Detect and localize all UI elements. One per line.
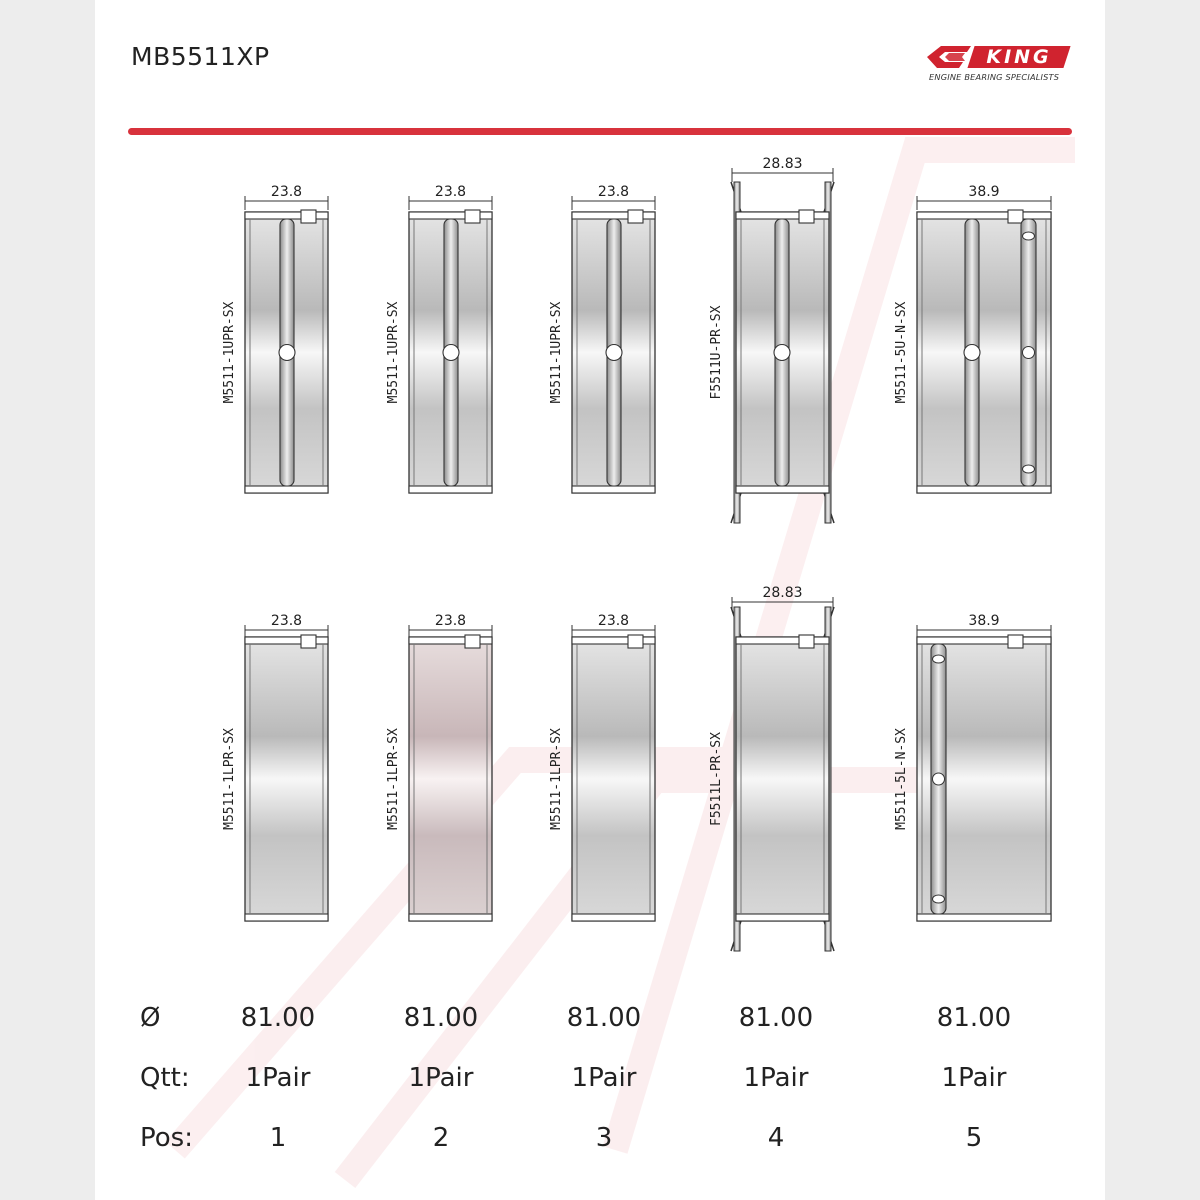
diameter-label: Ø — [140, 1003, 161, 1033]
diameter-value-1: 81.00 — [240, 1003, 316, 1033]
shell-bottom-edge — [736, 914, 829, 921]
bearing-width-label: 28.83 — [762, 156, 803, 172]
slot-hole-top — [933, 655, 945, 663]
position-value-1: 1 — [269, 1123, 287, 1153]
shell-bottom-edge — [917, 914, 1051, 921]
bearing-part-number: M5511-1UPR-SX — [386, 301, 401, 404]
shell-top-edge — [736, 212, 829, 219]
quantity-value-2: 1Pair — [408, 1063, 474, 1093]
bearing-width-label: 23.8 — [434, 613, 467, 629]
position-value-3: 3 — [595, 1123, 613, 1153]
shell-body — [409, 637, 492, 921]
shell-bottom-edge — [245, 486, 328, 493]
bearing-part-number: M5511-1LPR-SX — [386, 728, 401, 830]
shell-top-edge — [917, 212, 1051, 219]
bearing-shell-upper-5 — [894, 184, 1051, 493]
diameter-value-2: 81.00 — [403, 1003, 479, 1033]
locating-tang — [628, 210, 643, 223]
slot-hole-bottom — [933, 895, 945, 903]
quantity-value-4: 1Pair — [743, 1063, 809, 1093]
bearing-part-number: M5511-1LPR-SX — [549, 728, 564, 830]
locating-tang — [799, 210, 814, 223]
shell-body — [572, 637, 655, 921]
bearing-part-number: M5511-1UPR-SX — [222, 301, 237, 404]
bearing-part-number: F5511U-PR-SX — [709, 305, 724, 400]
slot-hole-bottom — [1023, 465, 1035, 473]
part-number-title: MB5511XP — [131, 42, 270, 71]
locating-tang — [465, 635, 480, 648]
bearing-width-label: 23.8 — [270, 613, 303, 629]
quantity-value-1: 1Pair — [245, 1063, 311, 1093]
bearing-width-label: 23.8 — [270, 184, 303, 200]
shell-bottom-edge — [572, 914, 655, 921]
diameter-value-5: 81.00 — [936, 1003, 1012, 1033]
bearing-shell-lower-5 — [894, 613, 1051, 921]
bearing-width-label: 38.9 — [968, 184, 1000, 200]
locating-tang — [628, 635, 643, 648]
bearing-part-number: F5511L-PR-SX — [709, 732, 724, 826]
oil-hole — [279, 345, 295, 361]
oil-hole-secondary — [1023, 347, 1035, 359]
locating-tang — [799, 635, 814, 648]
shell-body — [736, 637, 829, 921]
diameter-value-4: 81.00 — [738, 1003, 814, 1033]
bearing-width-label: 28.83 — [762, 585, 803, 601]
shell-top-edge — [736, 637, 829, 644]
locating-tang — [1008, 210, 1023, 223]
shell-top-edge — [917, 637, 1051, 644]
bearing-shell-upper-2 — [386, 184, 492, 493]
bearing-width-label: 23.8 — [597, 184, 630, 200]
shell-bottom-edge — [245, 914, 328, 921]
oil-hole — [964, 345, 980, 361]
shell-bottom-edge — [917, 486, 1051, 493]
shell-bottom-edge — [572, 486, 655, 493]
diameter-value-3: 81.00 — [566, 1003, 642, 1033]
bearing-shell-upper-3 — [549, 184, 655, 493]
position-value-5: 5 — [965, 1123, 983, 1153]
bearing-width-label: 23.8 — [597, 613, 630, 629]
locating-tang — [465, 210, 480, 223]
quantity-value-3: 1Pair — [571, 1063, 637, 1093]
oil-hole — [606, 345, 622, 361]
bearing-part-number: M5511-1UPR-SX — [549, 301, 564, 404]
oil-hole — [774, 345, 790, 361]
king-wordmark-text: KING — [986, 46, 1052, 68]
position-value-2: 2 — [432, 1123, 450, 1153]
shell-bottom-edge — [736, 486, 829, 493]
bearing-shell-upper-1 — [222, 184, 328, 493]
locating-tang — [1008, 635, 1023, 648]
shell-bottom-edge — [409, 914, 492, 921]
oil-hole — [443, 345, 459, 361]
bearing-part-number: M5511-5L-N-SX — [894, 728, 909, 830]
bearing-part-number: M5511-1LPR-SX — [222, 728, 237, 830]
shell-bottom-edge — [409, 486, 492, 493]
locating-tang — [301, 635, 316, 648]
position-value-4: 4 — [767, 1123, 785, 1153]
position-label: Pos: — [140, 1123, 193, 1153]
quantity-label: Qtt: — [140, 1063, 190, 1093]
locating-tang — [301, 210, 316, 223]
bearing-width-label: 23.8 — [434, 184, 467, 200]
bearing-part-number: M5511-5U-N-SX — [894, 301, 909, 404]
shell-body — [245, 637, 328, 921]
oil-hole — [933, 773, 945, 785]
king-tagline: ENGINE BEARING SPECIALISTS — [929, 72, 1060, 82]
quantity-value-5: 1Pair — [941, 1063, 1007, 1093]
bearing-shell-upper-4 — [709, 156, 834, 523]
slot-hole-top — [1023, 232, 1035, 240]
bearing-width-label: 38.9 — [968, 613, 1000, 629]
datasheet-page — [95, 0, 1105, 1200]
bearing-shell-lower-1 — [222, 613, 328, 921]
